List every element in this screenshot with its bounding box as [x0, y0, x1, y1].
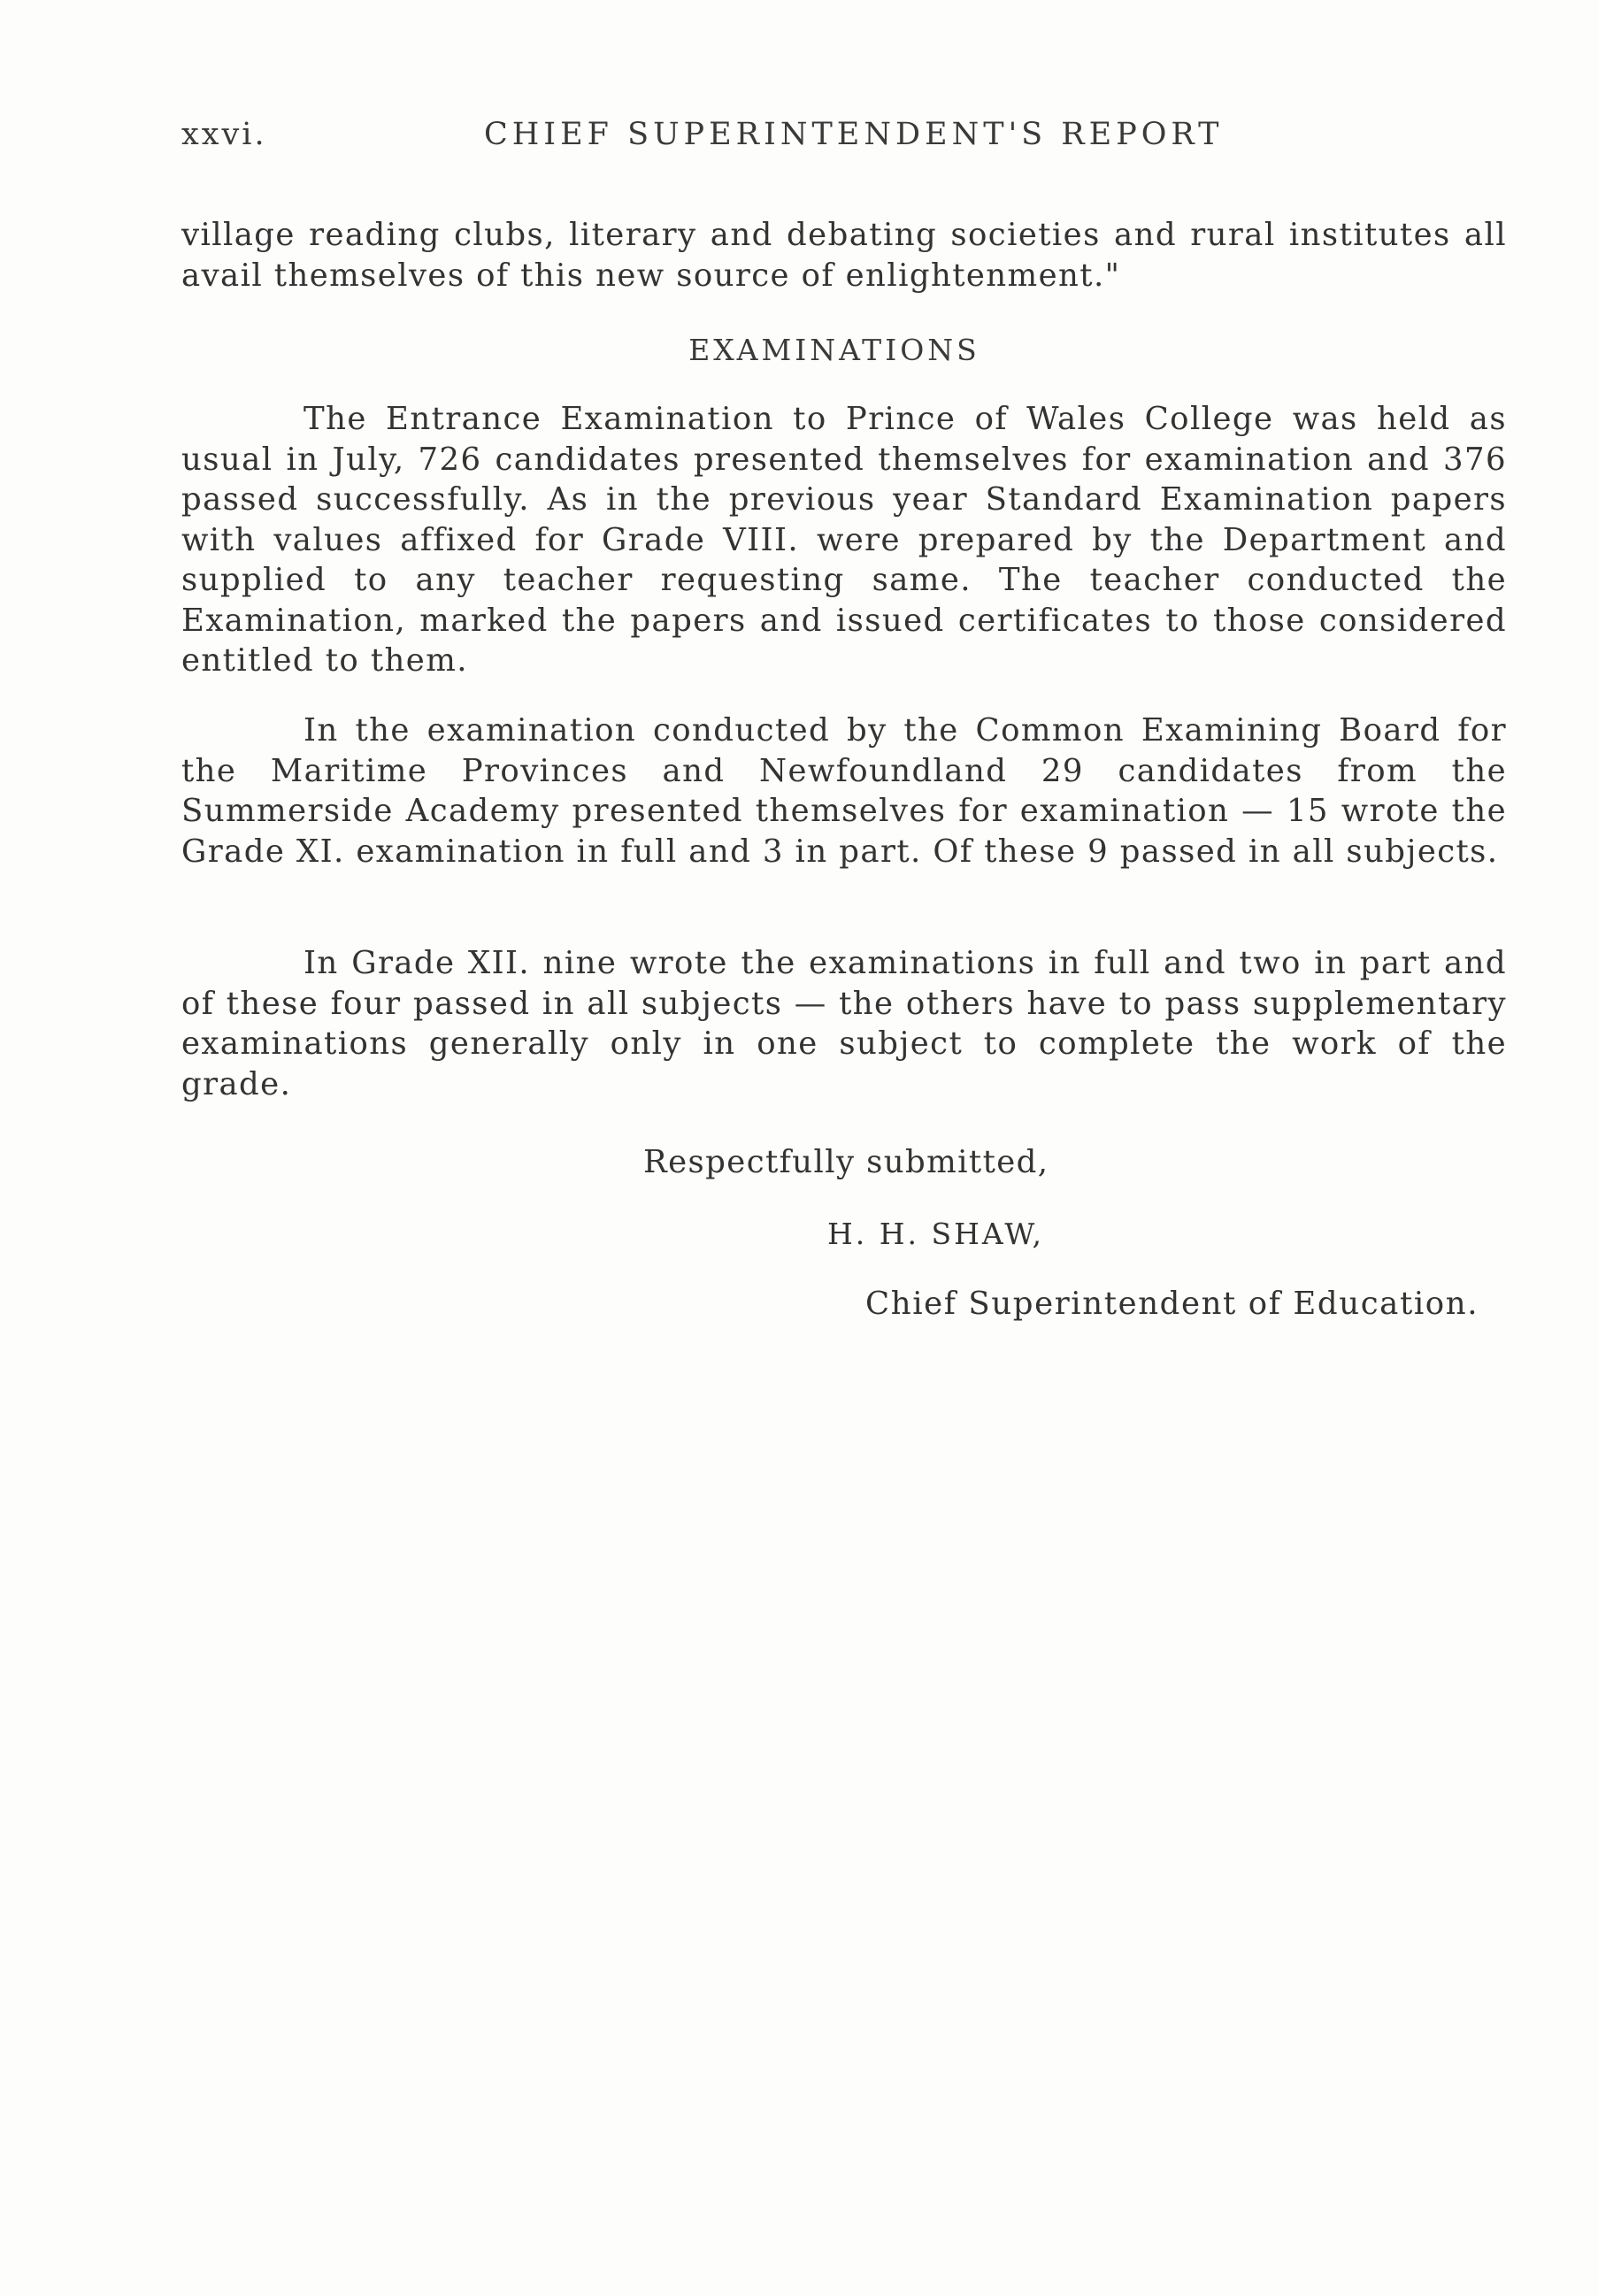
grade-xii-paragraph: In Grade XII. nine wrote the examinations in full and two in part and of these four passed in all subjects — the others have to pass supplementary examinations generally only in one subject to complete the work of the grade. [181, 945, 1507, 1102]
entrance-paragraph: The Entrance Examination to Prince of Wales College was held as usual in July, 726 candidates presented themselves for examination and 376 passed successfully. As in the previous year Standard Examination papers with values affixed for Grade VIII. were prepared by the Department and supplied to any teacher requesting same. The teacher conducted the Examination, marked the papers and issued certificates to those considered entitled to them. [181, 401, 1507, 679]
closing-salutation: Respectfully submitted, [643, 1144, 1049, 1180]
continuation-paragraph: village reading clubs, literary and debating societies and rural institutes all avail themselves of this new source of enlightenment." [181, 217, 1507, 294]
common-board-paragraph: In the examination conducted by the Common Examining Board for the Maritime Provinces and Newfoundland 29 candidates from the Summerside Academy presented themselves for examination — 15 wrote the Grade XI. examination in full and 3 in part. Of these 9 passed in all subjects. [181, 712, 1507, 870]
section-heading [0, 333, 1598, 367]
signature-title: Chief Superintendent of Education. [865, 1286, 1479, 1322]
running-title: CHIEF SUPERINTENDENT'S REPORT [484, 117, 1224, 152]
signature-name: H. H. SHAW, [827, 1217, 1045, 1251]
page-number: xxvi. [181, 117, 267, 152]
page-header [181, 117, 1509, 161]
examinations-heading: EXAMINATIONS [688, 333, 980, 367]
